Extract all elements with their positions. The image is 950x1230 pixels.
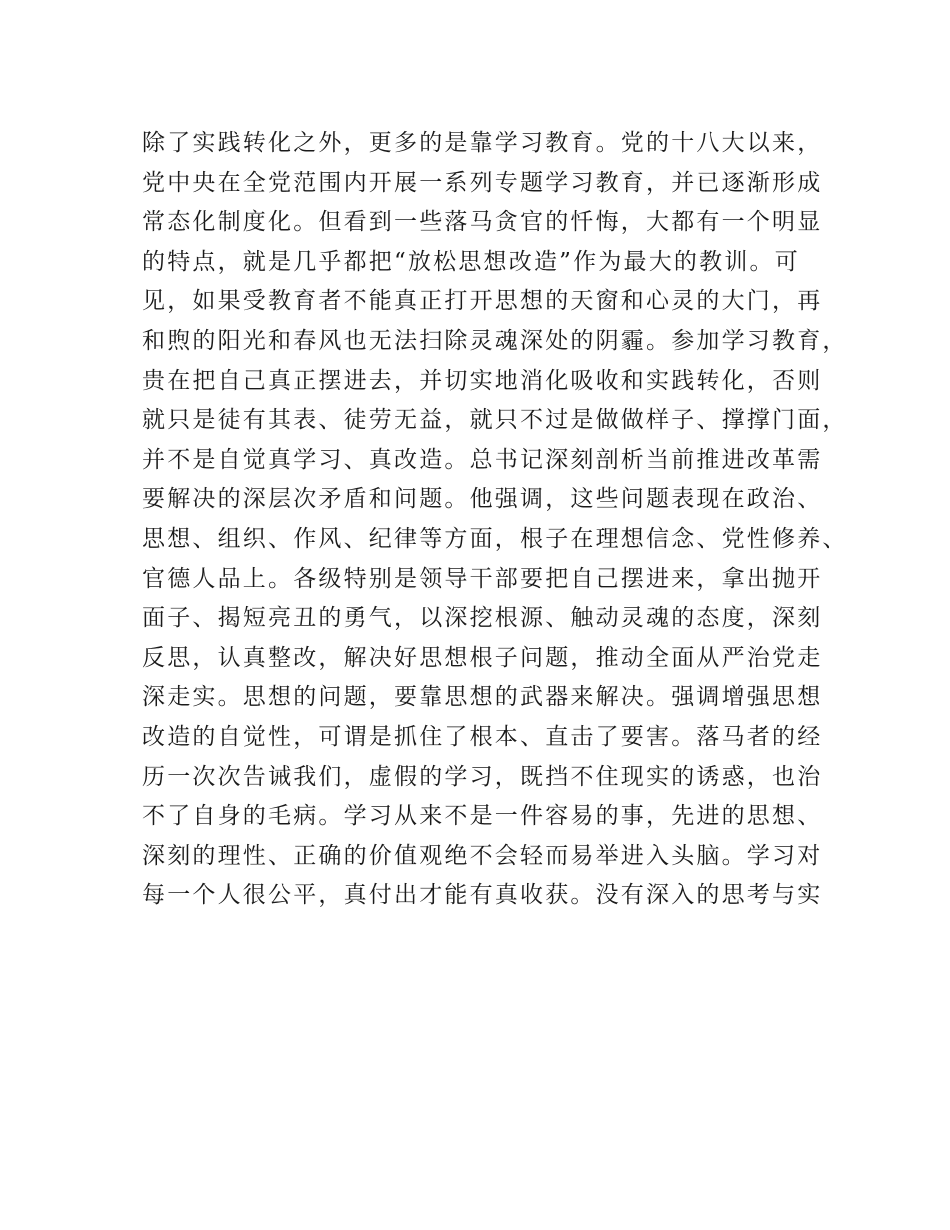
text-line: 常态化制度化。但看到一些落马贪官的忏悔，大都有一个明显	[142, 209, 823, 236]
text-line: 党中央在全党范围内开展一系列专题学习教育，并已逐渐形成	[142, 169, 823, 196]
text-line: 除了实践转化之外，更多的是靠学习教育。党的十八大以来，	[142, 130, 823, 156]
text-line: 改造的自觉性，可谓是抓住了根本、直击了要害。落马者的经	[142, 723, 823, 750]
text-line: 就只是徒有其表、徒劳无益，就只不过是做做样子、撑撑门面，	[142, 407, 848, 434]
text-line: 官德人品上。各级特别是领导干部要把自己摆进来，拿出抛开	[142, 565, 823, 592]
text-line: 反思，认真整改，解决好思想根子问题，推动全面从严治党走	[142, 644, 823, 671]
text-line: 贵在把自己真正摆进去，并切实地消化吸收和实践转化，否则	[142, 367, 823, 394]
text-line: 的特点，就是几乎都把“放松思想改造”作为最大的教训。可	[142, 248, 800, 275]
text-line: 要解决的深层次矛盾和问题。他强调，这些问题表现在政治、	[142, 486, 823, 513]
text-line: 每一个人很公平，真付出才能有真收获。没有深入的思考与实	[142, 882, 823, 909]
text-line: 面子、揭短亮丑的勇气，以深挖根源、触动灵魂的态度，深刻	[142, 605, 823, 632]
text-line: 思想、组织、作风、纪律等方面，根子在理想信念、党性修养、	[142, 525, 848, 552]
text-line: 见，如果受教育者不能真正打开思想的天窗和心灵的大门，再	[142, 288, 823, 315]
text-line: 不了自身的毛病。学习从来不是一件容易的事，先进的思想、	[142, 803, 823, 830]
body-paragraph	[142, 124, 848, 916]
text-line: 深刻的理性、正确的价值观绝不会轻而易举进入头脑。学习对	[142, 842, 823, 869]
text-line: 深走实。思想的问题，要靠思想的武器来解决。强调增强思想	[142, 684, 823, 711]
text-line: 并不是自觉真学习、真改造。总书记深刻剖析当前推进改革需	[142, 446, 823, 473]
text-line: 和煦的阳光和春风也无法扫除灵魂深处的阴霾。参加学习教育，	[142, 327, 848, 354]
text-line: 历一次次告诫我们，虚假的学习，既挡不住现实的诱惑，也治	[142, 763, 823, 790]
